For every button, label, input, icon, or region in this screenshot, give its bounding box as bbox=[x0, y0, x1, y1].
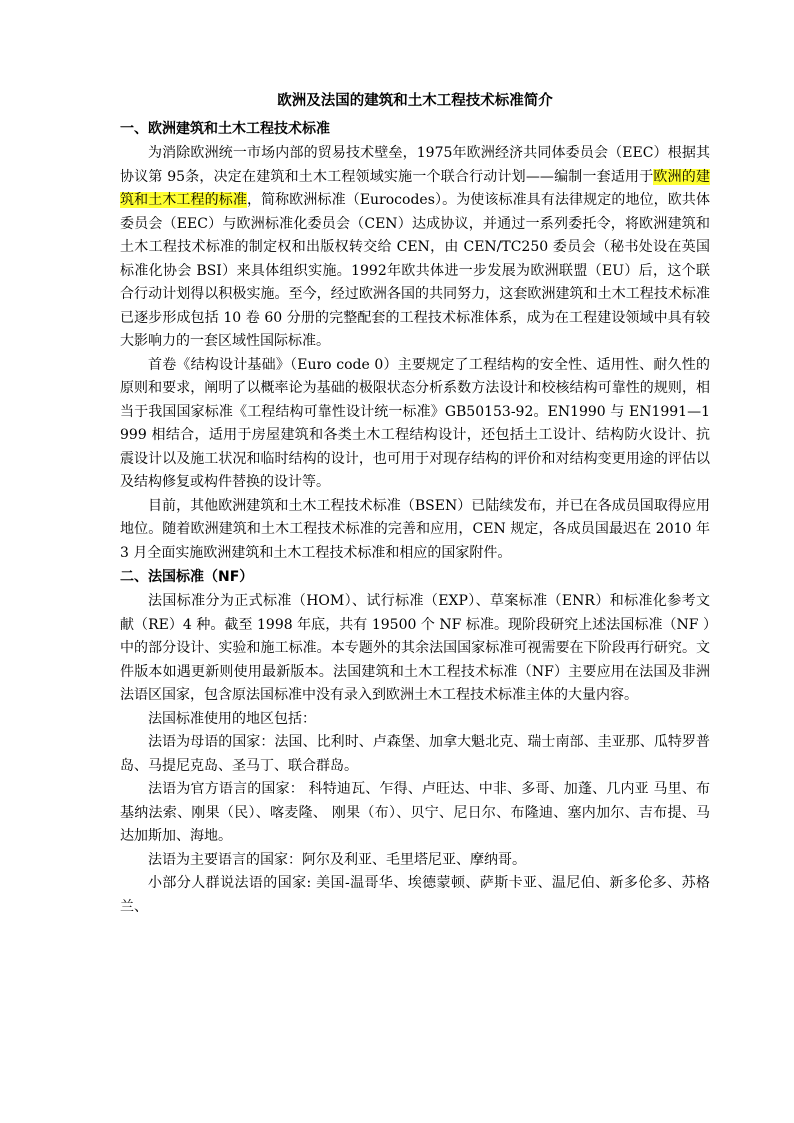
paragraph-nf-regions-intro: 法国标准使用的地区包括： bbox=[148, 710, 316, 727]
paragraph-bsen-status: 目前，其他欧洲建筑和土木工程技术标准（BSEN）已陆续发布，并已在各成员国取得应用地位。随着欧洲建筑和土木工程技术标准的完善和应用，CEN 规定，各成员国最迟在 2010 年 3 月全面实施欧洲建筑和土木工程技术标准和相应的国家附件。 bbox=[120, 497, 710, 561]
paragraph-french-official-countries: 法语为官方语言的国家： 科特迪瓦、乍得、卢旺达、中非、多哥、加蓬、几内亚 马里、布基纳法索、刚果（民）、喀麦隆、 刚果（布）、贝宁、尼日尔、布隆迪、塞内加尔、吉布提、马达加斯加、海地。 bbox=[120, 781, 710, 844]
paragraph-nf-types: 法国标准分为正式标准（HOM）、试行标准（EXP）、草案标准（ENR）和标准化参考文献（RE）4 种。截至 1998 年底，共有 19500 个 NF 标准。现阶段研究上述法国标准（NF ）中的部分设计、实验和施工标准。本专题外的其余法国国家标准可视需要在下阶段再行研究。文件版本如遇更新则使用最新版本。法国建筑和土木工程技术标准（NF）主要应用在法国及非洲法语区国家，包含原法国标准中没有录入到欧洲土木工程技术标准主体的大量内容。 bbox=[120, 593, 710, 703]
paragraph-french-native-countries: 法语为母语的国家：法国、比利时、卢森堡、加拿大魁北克、瑞士南部、圭亚那、瓜特罗普岛、马提尼克岛、圣马丁、联合群岛。 bbox=[120, 734, 710, 774]
highlighted-text: 欧洲的建筑和土木工程的标准 bbox=[120, 168, 711, 208]
paragraph-text: 为消除欧洲统一市场内部的贸易技术壁垒，1975年欧洲经济共同体委员会（EEC）根据其协议第 95条，决定在建筑和土木工程领域实施一个联合行动计划——编制一套适用于 bbox=[120, 145, 710, 185]
section-heading-europe: 一、欧洲建筑和土木工程技术标准 bbox=[120, 121, 330, 137]
section-heading-france: 二、法国标准（NF） bbox=[120, 569, 254, 585]
paragraph-eurocode-0: 首卷《结构设计基础》（Euro code 0）主要规定了工程结构的安全性、适用性、耐久性的原则和要求，阐明了以概率论为基础的极限状态分析系数方法设计和校核结构可靠性的规则，相当于我国国家标准《工程结构可靠性设计统一标准》GB50153-92。EN1990 与 EN1991—1999 相结合，适用于房屋建筑和各类土木工程结构设计，还包括土工设计、结构防火设计、抗震设计以及施工状况和临时结构的设计，也可用于对现存结构的评价和对结构变更用途的评估以及结构修复或构件替换的设计等。 bbox=[120, 356, 710, 490]
document-title: 欧洲及法国的建筑和土木工程技术标准简介 bbox=[277, 93, 553, 109]
paragraph-french-main-language-countries: 法语为主要语言的国家：阿尔及利亚、毛里塔尼亚、摩纳哥。 bbox=[148, 851, 526, 868]
paragraph-eurocodes-intro bbox=[120, 142, 710, 354]
paragraph-french-minority-countries: 小部分人群说法语的国家: 美国-温哥华、埃德蒙顿、萨斯卡亚、温尼伯、新多伦多、苏格兰、 bbox=[120, 875, 710, 915]
paragraph-text: ，简称欧洲标准（Eurocodes）。为使该标准具有法律规定的地位，欧共体委员会（EEC）与欧洲标准化委员会（CEN）达成协议，并通过一系列委托令，将欧洲建筑和土木工程技术标准的制定权和出版权转交给 CEN，由 CEN/TC250 委员会（秘书处设在英国标准化协会 BSI）来具体组织实施。1992年欧共体进一步发展为欧洲联盟（EU）后，这个联合行动计划得以积极实施。至今，经过欧洲各国的共同努力，这套欧洲建筑和土木工程技术标准已逐步形成包括 10 卷 60 分册的完整配套的工程技术标准体系，成为在工程建设领域中具有较大影响力的一套区域性国际标准。 bbox=[120, 192, 711, 349]
document-page bbox=[120, 88, 710, 919]
